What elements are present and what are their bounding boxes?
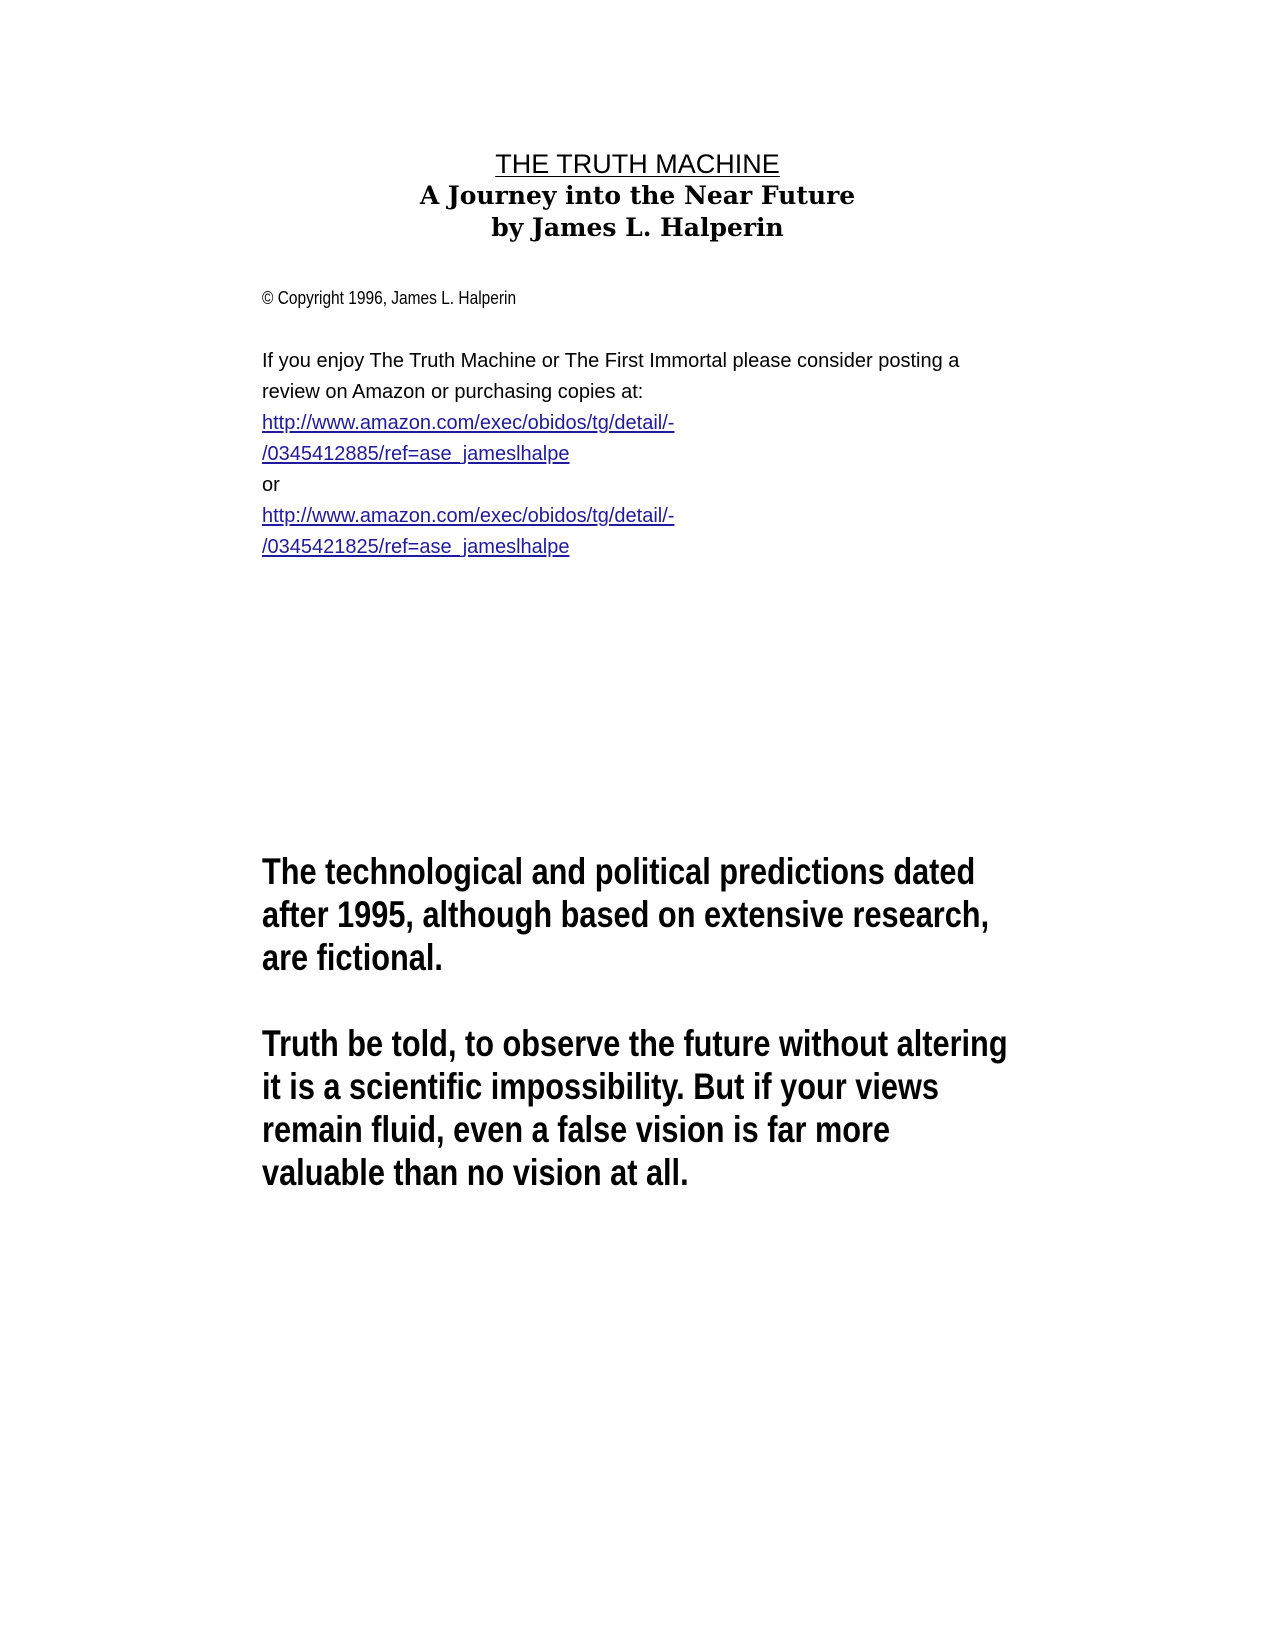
amazon-link-1-part-1: http://www.amazon.com/exec/obidos/tg/detail/- (262, 412, 675, 434)
amazon-link-second-book[interactable] (262, 505, 674, 558)
book-author: by James L. Halperin (491, 213, 784, 242)
book-title: THE TRUTH MACHINE (495, 149, 780, 179)
book-subtitle: A Journey into the Near Future (419, 181, 856, 210)
appeal-line-1: If you enjoy The Truth Machine or The First Immortal please consider posting a (262, 350, 960, 372)
appeal-line-2: review on Amazon or purchasing copies at: (262, 381, 644, 403)
title-block (0, 148, 1275, 244)
disclaimer-paragraph-2: Truth be told, to observe the future without altering it is a scientific impossibility. But if your views remain fluid, even a false vision is far more valuable than no vision at all. (262, 1023, 1008, 1193)
amazon-link-1-part-2: /0345412885/ref=ase_jameslhalpe (262, 443, 570, 465)
amazon-link-2-part-2: /0345421825/ref=ase_jameslhalpe (262, 536, 570, 558)
link-separator: or (262, 474, 280, 496)
amazon-link-first-book[interactable] (262, 412, 674, 465)
review-appeal (262, 346, 1022, 563)
fiction-disclaimer (262, 850, 1009, 1194)
amazon-link-2-part-1: http://www.amazon.com/exec/obidos/tg/detail/- (262, 505, 675, 527)
copyright-notice: © Copyright 1996, James L. Halperin (262, 288, 517, 308)
disclaimer-paragraph-1: The technological and political predictions dated after 1995, although based on extensive research, are fictional. (262, 851, 990, 978)
